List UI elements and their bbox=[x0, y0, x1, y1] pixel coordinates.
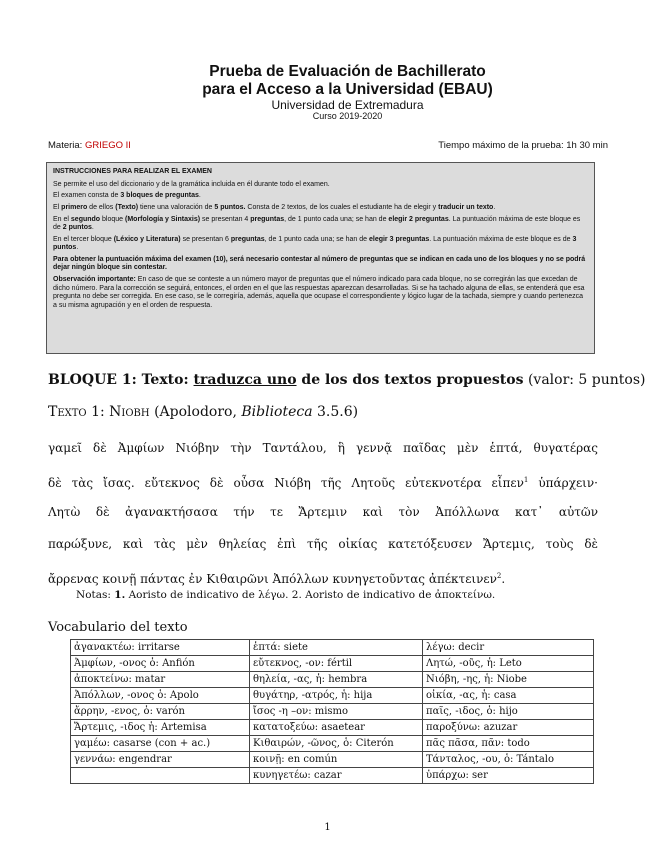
vocab-cell: Τάνταλος, -ου, ὁ: Tántalo bbox=[423, 752, 594, 768]
exam-title-line2: para el Acceso a la Universidad (EBAU) bbox=[202, 81, 493, 98]
instruction-max-score: Para obtener la puntuación máxima del examen (10), será necesario contestar al número de preguntas que se indican en cada uno de los bloques y no se podrá dejar ningún bloque sin contestar. bbox=[53, 255, 586, 272]
document-header bbox=[0, 63, 655, 121]
greek-line: δὲ τὰς ἴσας. εὔτεκνος δὲ οὖσα Νιόβη τῆς Λητοῦς εὐτεκνοτέρα εἶπεν$^1$ ὑπάρχειν· bbox=[48, 476, 598, 490]
vocab-cell: οἰκία, -ας, ἡ: casa bbox=[423, 688, 594, 704]
table-row bbox=[71, 752, 594, 768]
table-row bbox=[71, 736, 594, 752]
greek-line: Λητὼ δὲ ἀγανακτήσασα τήν τε Ἄρτεμιν καὶ τὸν Ἀπόλλωνα κατ᾽ αὐτῶν bbox=[48, 505, 598, 519]
vocab-cell: Ἀμφίων, -ονος ὁ: Anfión bbox=[71, 656, 250, 672]
work-title: Biblioteca bbox=[241, 404, 313, 420]
subject-value: GRIEGO II bbox=[84, 140, 131, 151]
instruction-blocks: El examen consta de 3 bloques de preguntas. bbox=[53, 192, 201, 200]
vocab-cell: κυνηγετέω: cazar bbox=[250, 768, 423, 784]
vocab-cell bbox=[71, 768, 250, 784]
vocab-cell: Ἀπόλλων, -ονος ὁ: Apolo bbox=[71, 688, 250, 704]
instruction-dictionary: Se permite el uso del diccionario y de la gramática incluida en él durante todo el examen. bbox=[53, 180, 330, 188]
vocabulary-title: Vocabulario del texto bbox=[48, 620, 188, 635]
instructions-box bbox=[46, 162, 595, 354]
table-row bbox=[71, 720, 594, 736]
text1-label: Texto 1: Νιοβη bbox=[48, 404, 150, 420]
table-row bbox=[71, 768, 594, 784]
vocab-cell: κατατοξεύω: asaetear bbox=[250, 720, 423, 736]
vocab-cell: λέγω: decir bbox=[423, 640, 594, 656]
page-number: 1 bbox=[324, 822, 331, 833]
instructions-heading: INSTRUCCIONES PARA REALIZAR EL EXAMEN bbox=[53, 168, 212, 175]
vocab-cell: παῖς, -ιδος, ὁ: hijo bbox=[423, 704, 594, 720]
vocab-cell: πᾶς πᾶσα, πᾶν: todo bbox=[423, 736, 594, 752]
vocab-cell: Λητώ, -οῦς, ἡ: Leto bbox=[423, 656, 594, 672]
vocab-cell: παροξύνω: azuzar bbox=[423, 720, 594, 736]
vocab-cell: κοινῇ: en común bbox=[250, 752, 423, 768]
vocab-cell: ἄρρην, -ενος, ὁ: varón bbox=[71, 704, 250, 720]
translate-one-emphasis: traduzca uno bbox=[193, 372, 297, 388]
vocab-cell: Ἄρτεμις, -ιδος ἡ: Artemisa bbox=[71, 720, 250, 736]
vocab-cell: γαμέω: casarse (con + ac.) bbox=[71, 736, 250, 752]
vocab-cell: ὑπάρχω: ser bbox=[423, 768, 594, 784]
table-row bbox=[71, 640, 594, 656]
vocab-cell: ἴσος -η –ον: mismo bbox=[250, 704, 423, 720]
instruction-observation: Observación importante: En caso de que se conteste a un número mayor de preguntas que el número indicado para cada bloque, no se corregirán las que excedan de dicho número. Para la corrección se seguirá, entonces, el orden en el que las respuestas aparezcan desarrolladas. Si se ha tachado alguna de ellas, se entenderá que esa pregunta no debe ser corregida. En ese caso, se le corregiría, además, aquella que ocupase el correspondiente y lógico lugar de la tachada, siempre y cuando pertenezca a su misma agrupación y en el orden de respuesta. bbox=[53, 276, 585, 309]
block1-heading: BLOQUE 1: Texto: traduzca uno de los dos textos propuestos (valor: 5 puntos) bbox=[48, 372, 646, 388]
vocabulary-table bbox=[70, 639, 594, 784]
vocab-cell: ἑπτά: siete bbox=[250, 640, 423, 656]
vocab-cell: ἀποκτείνω: matar bbox=[71, 672, 250, 688]
vocab-cell: εὔτεκνος, -ον: fértil bbox=[250, 656, 423, 672]
greek-line: ἄρρενας κοινῇ πάντας ἐν Κιθαιρῶνι Ἀπόλλων κυνηγετοῦντας ἀπέκτεινεν$^2$. bbox=[48, 572, 506, 586]
table-row bbox=[71, 704, 594, 720]
time-info bbox=[438, 140, 608, 151]
vocab-cell: γεννάω: engendrar bbox=[71, 752, 250, 768]
text1-title: Texto 1: Νιοβη (Apolodoro, Biblioteca 3.5.6) bbox=[48, 404, 359, 420]
table-row bbox=[71, 688, 594, 704]
instruction-block2: En el segundo bloque (Morfología y Sintaxis) se presentan 4 preguntas, de 1 punto cada una; se han de elegir 2 preguntas. La puntuación máxima de este bloque es de 2 puntos. bbox=[53, 215, 581, 232]
instruction-block1: El primero de ellos (Texto) tiene una valoración de 5 puntos. Consta de 2 textos, de los cuales el estudiante ha de elegir y traducir un texto. bbox=[53, 203, 496, 211]
vocab-cell: Κιθαιρών, -ῶνος, ὁ: Citerón bbox=[250, 736, 423, 752]
instruction-block3: En el tercer bloque (Léxico y Literatura) se presentan 6 preguntas, de 1 punto cada una; se han de elegir 3 preguntas. La puntuación máxima de este bloque es de 3 puntos. bbox=[53, 235, 577, 252]
vocab-cell: Νιόβη, -ης, ἡ: Niobe bbox=[423, 672, 594, 688]
course-year: Curso 2019-2020 bbox=[312, 111, 383, 121]
footnotes: Notas: 1. Aoristo de indicativo de λέγω. 2. Aoristo de indicativo de ἀποκτείνω. bbox=[76, 589, 496, 601]
time-label: Tiempo máximo de la prueba: bbox=[438, 140, 567, 151]
greek-line: γαμεῖ δὲ Ἀμφίων Νιόβην τὴν Ταντάλου, ἣ γεννᾷ παῖδας μὲν ἑπτά, θυγατέρας bbox=[48, 441, 598, 455]
subject-label: Materia: bbox=[48, 140, 85, 151]
exam-meta bbox=[48, 140, 608, 151]
table-row bbox=[71, 672, 594, 688]
university-name: Universidad de Extremadura bbox=[271, 98, 424, 112]
time-value: 1h 30 min bbox=[566, 140, 608, 151]
greek-line: παρώξυνε, καὶ τὰς μὲν θηλείας ἐπὶ τῆς οἰκίας κατετόξευσεν Ἄρτεμις, τοὺς δὲ bbox=[48, 537, 598, 551]
vocab-cell: ἀγανακτέω: irritarse bbox=[71, 640, 250, 656]
exam-title-line1: Prueba de Evaluación de Bachillerato bbox=[209, 63, 486, 80]
table-row bbox=[71, 656, 594, 672]
greek-passage bbox=[48, 436, 598, 596]
vocab-cell: θηλεία, -ας, ἡ: hembra bbox=[250, 672, 423, 688]
vocab-cell: θυγάτηρ, -ατρός, ἡ: hija bbox=[250, 688, 423, 704]
